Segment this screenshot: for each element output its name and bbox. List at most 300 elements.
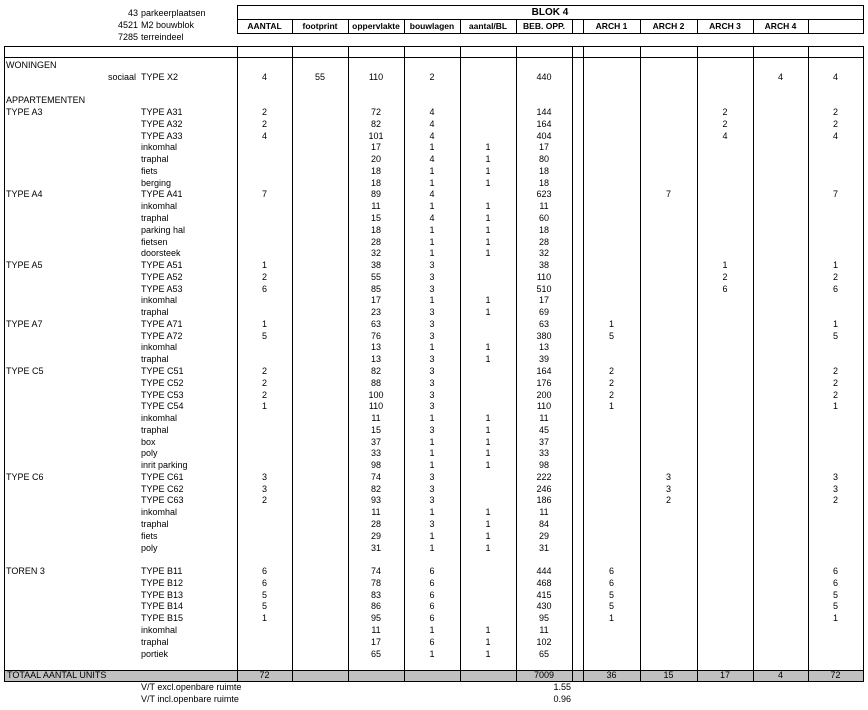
footer-value: 0.96 (553, 694, 571, 704)
table-cell: 2 (261, 118, 267, 129)
table-col-divider (640, 46, 641, 681)
table-cell: 5 (832, 601, 838, 612)
header-col-divider (808, 19, 809, 33)
row-type-label: TYPE B15 (141, 613, 184, 624)
table-cell: 2 (832, 118, 838, 129)
table-cell: 18 (538, 177, 549, 188)
table-cell: 6 (429, 566, 435, 577)
table-cell: 31 (538, 542, 549, 553)
table-cell: 1 (429, 295, 435, 306)
table-cell: 200 (536, 389, 552, 400)
row-type-label: TYPE A32 (141, 118, 183, 129)
row-group-label: TYPE C6 (6, 471, 44, 482)
table-cell: 2 (608, 377, 614, 388)
table-cell: 1 (429, 448, 435, 459)
table-cell: 7 (261, 189, 267, 200)
column-header: ARCH 4 (764, 21, 797, 31)
footer-label: V/T incl.openbare ruimte (141, 694, 239, 704)
table-cell: 11 (539, 201, 549, 212)
table-cell: 2 (608, 366, 614, 377)
table-cell: 4 (429, 130, 435, 141)
total-label: TOTAAL AANTAL UNITS (7, 670, 107, 680)
table-cell: 1 (832, 401, 838, 412)
row-type-label: box (141, 436, 156, 447)
row-type-label: inrit parking (141, 460, 188, 471)
table-col-divider (572, 46, 573, 681)
table-cell: 1 (429, 142, 435, 153)
table-cell: 82 (370, 366, 381, 377)
row-type-label: TYPE C52 (141, 377, 184, 388)
table-cell: 11 (371, 413, 381, 424)
table-cell: 3 (429, 377, 435, 388)
info-value: 7285 (117, 32, 138, 42)
table-cell: 1 (261, 318, 267, 329)
header-top-line (237, 5, 864, 6)
table-cell: 6 (429, 636, 435, 647)
table-cell: 1 (429, 201, 435, 212)
table-cell: 2 (832, 389, 838, 400)
table-cell: 2 (429, 71, 435, 82)
table-cell: 18 (538, 165, 549, 176)
table-cell: 3 (429, 389, 435, 400)
column-header: ARCH 2 (652, 21, 685, 31)
table-cell: 1 (429, 177, 435, 188)
total-cell: 7009 (533, 670, 555, 680)
table-cell: 2 (832, 271, 838, 282)
table-cell: 5 (261, 589, 267, 600)
column-header: footprint (302, 21, 338, 31)
table-cell: 2 (722, 107, 728, 118)
row-group-label: TYPE A3 (6, 107, 43, 118)
table-cell: 176 (536, 377, 552, 388)
row-type-label: TYPE X2 (141, 71, 179, 82)
total-cell: 15 (663, 670, 674, 680)
table-cell: 17 (370, 295, 381, 306)
table-cell: 4 (429, 213, 435, 223)
table-cell: 13 (370, 354, 381, 365)
table-cell: 6 (261, 566, 267, 577)
table-cell: 2 (261, 495, 267, 506)
table-cell: 1 (429, 248, 435, 259)
table-cell: 1 (429, 224, 435, 235)
table-cell: 3 (429, 354, 435, 365)
table-cell: 5 (261, 330, 267, 341)
table-cell: 110 (536, 401, 552, 412)
table-cell: 11 (371, 201, 381, 212)
row-type-label: inkomhal (141, 624, 178, 635)
table-cell: 2 (832, 377, 838, 388)
table-cell: 11 (371, 624, 381, 635)
table-cell: 6 (429, 613, 435, 624)
table-cell: 7 (665, 189, 671, 200)
table-cell: 6 (261, 577, 267, 588)
table-cell: 510 (536, 283, 552, 294)
info-value: 43 (127, 8, 138, 18)
table-cell: 110 (536, 271, 552, 282)
table-cell: 4 (777, 71, 783, 82)
table-cell: 1 (485, 177, 491, 188)
table-cell: 93 (370, 495, 381, 506)
table-cell: 3 (429, 483, 435, 494)
table-cell: 23 (370, 307, 381, 318)
column-header: bouwlagen (409, 21, 455, 31)
table-cell: 2 (261, 107, 267, 118)
table-cell: 18 (370, 177, 381, 188)
table-cell: 1 (429, 507, 435, 518)
table-cell: 17 (538, 142, 549, 153)
info-label: parkeerplaatsen (141, 8, 206, 18)
row-type-label: TYPE A72 (141, 330, 183, 341)
row-type-label: inkomhal (141, 201, 178, 212)
table-cell: 55 (370, 271, 381, 282)
table-cell: 1 (261, 260, 267, 271)
table-cell: 69 (538, 307, 549, 318)
table-cell: 110 (368, 71, 384, 82)
table-cell: 3 (665, 483, 671, 494)
table-cell: 1 (485, 354, 491, 365)
table-cell: 2 (722, 271, 728, 282)
table-cell: 1 (429, 624, 435, 635)
table-cell: 1 (485, 295, 491, 306)
row-type-label: TYPE C62 (141, 483, 184, 494)
table-cell: 3 (429, 366, 435, 377)
table-cell: 110 (368, 401, 384, 412)
row-type-label: inkomhal (141, 413, 178, 424)
table-cell: 72 (370, 107, 381, 118)
info-value: 4521 (117, 20, 138, 30)
table-cell: 83 (370, 589, 381, 600)
table-cell: 6 (261, 283, 267, 294)
row-type-label: TYPE B14 (141, 601, 184, 612)
table-cell: 1 (429, 460, 435, 471)
row-type-label: doorsteek (141, 248, 181, 259)
table-cell: 2 (832, 107, 838, 118)
table-cell: 1 (485, 165, 491, 176)
row-type-label: traphal (141, 154, 169, 165)
table-cell: 1 (485, 636, 491, 647)
header-col-divider (572, 19, 573, 33)
row-type-label: TYPE C61 (141, 471, 184, 482)
table-cell: 80 (538, 154, 549, 165)
table-cell: 82 (370, 118, 381, 129)
table-cell: 37 (370, 436, 381, 447)
table-cell: 3 (261, 471, 267, 482)
table-cell: 1 (485, 424, 491, 435)
table-cell: 6 (722, 283, 728, 294)
table-cell: 82 (370, 483, 381, 494)
total-cell: 72 (830, 670, 841, 680)
table-cell: 95 (370, 613, 381, 624)
table-cell: 404 (536, 130, 552, 141)
table-cell: 623 (536, 189, 552, 200)
table-cell: 380 (536, 330, 552, 341)
table-cell: 3 (429, 318, 435, 329)
table-cell: 74 (370, 471, 381, 482)
row-type-label: TYPE A41 (141, 189, 183, 200)
table-cell: 2 (261, 271, 267, 282)
table-cell: 4 (429, 189, 435, 200)
header-right-edge (863, 5, 864, 34)
row-type-label: traphal (141, 307, 169, 318)
row-group-label: TYPE A4 (6, 189, 43, 200)
total-col-divider (404, 670, 405, 681)
table-cell: 45 (538, 424, 549, 435)
row-type-label: inkomhal (141, 142, 178, 153)
column-header: AANTAL (247, 21, 282, 31)
table-cell: 6 (832, 566, 838, 577)
table-cell: 440 (536, 71, 552, 82)
total-col-divider (460, 670, 461, 681)
table-cell: 3 (429, 471, 435, 482)
table-cell: 63 (538, 318, 549, 329)
table-cell: 3 (429, 330, 435, 341)
table-cell: 2 (608, 389, 614, 400)
table-cell: 98 (538, 460, 549, 471)
table-cell: 7 (832, 189, 838, 200)
table-cell: 18 (538, 224, 549, 235)
total-col-divider (348, 670, 349, 681)
table-cell: 3 (665, 471, 671, 482)
table-cell: 1 (485, 519, 491, 530)
table-cell: 17 (370, 142, 381, 153)
total-cell: 4 (777, 670, 783, 680)
table-cell: 4 (429, 154, 435, 165)
table-cell: 74 (370, 566, 381, 577)
table-col-divider (292, 46, 293, 681)
row-type-label: TYPE A71 (141, 318, 183, 329)
table-cell: 3 (429, 424, 435, 435)
table-cell: 1 (608, 401, 614, 412)
table-cell: 6 (608, 577, 614, 588)
row-type-label: portiek (141, 648, 169, 659)
total-col-divider (572, 670, 573, 681)
table-cell: 88 (370, 377, 381, 388)
table-cell: 1 (485, 436, 491, 447)
total-col-divider (292, 670, 293, 681)
table-cell: 1 (485, 413, 491, 424)
table-cell: 17 (538, 295, 549, 306)
table-cell: 3 (429, 283, 435, 294)
table-cell: 1 (485, 460, 491, 471)
row-type-label: TYPE A33 (141, 130, 183, 141)
table-cell: 1 (832, 318, 838, 329)
table-cell: 3 (832, 483, 838, 494)
table-cell: 4 (832, 130, 838, 141)
table-cell: 15 (370, 213, 381, 223)
header-bottom-line (237, 33, 864, 34)
table-cell: 2 (261, 377, 267, 388)
table-cell: 60 (538, 213, 549, 223)
table-cell: 13 (538, 342, 549, 353)
table-cell: 18 (370, 224, 381, 235)
total-bottom-line (4, 681, 864, 682)
table-cell: 3 (429, 260, 435, 271)
info-label: M2 bouwblok (141, 20, 195, 30)
table-cell: 4 (429, 107, 435, 118)
table-cell: 5 (832, 589, 838, 600)
row-group-label: TYPE C5 (6, 366, 44, 377)
footer-value: 1.55 (553, 682, 571, 692)
table-cell: 78 (370, 577, 381, 588)
table-cell: 4 (429, 118, 435, 129)
table-cell: 18 (370, 165, 381, 176)
column-header: BEB. OPP. (523, 21, 565, 31)
table-cell: 28 (538, 236, 549, 247)
table-cell: 1 (485, 342, 491, 353)
table-cell: 89 (370, 189, 381, 200)
table-cell: 2 (261, 389, 267, 400)
table-cell: 31 (370, 542, 381, 553)
table-cell: 32 (538, 248, 549, 259)
table-cell: 6 (429, 589, 435, 600)
table-cell: 1 (485, 224, 491, 235)
table-cell: 1 (485, 236, 491, 247)
row-group-label: WONINGEN (6, 60, 57, 70)
table-cell: 5 (608, 601, 614, 612)
table-cell: 6 (608, 566, 614, 577)
table-cell: 1 (429, 530, 435, 541)
table-cell: 1 (608, 318, 614, 329)
table-cell: 4 (722, 130, 728, 141)
table-cell: 6 (429, 577, 435, 588)
table-cell: 29 (538, 530, 549, 541)
table-cell: 3 (429, 495, 435, 506)
table-col-divider (753, 46, 754, 681)
table-cell: 1 (261, 613, 267, 624)
table-cell: 3 (832, 471, 838, 482)
table-cell: 102 (536, 636, 552, 647)
table-cell: 1 (429, 436, 435, 447)
row-type-label: TYPE C54 (141, 401, 184, 412)
table-cell: 415 (536, 589, 552, 600)
row-type-label: inkomhal (141, 342, 178, 353)
info-label: terreindeel (141, 32, 184, 42)
table-cell: 65 (370, 648, 381, 659)
row-type-label: traphal (141, 354, 169, 365)
table-cell: 2 (722, 118, 728, 129)
table-cell: 55 (314, 71, 325, 82)
table-cell: 1 (485, 507, 491, 518)
table-cell: 1 (485, 448, 491, 459)
row-type-label: TYPE A31 (141, 107, 183, 118)
table-cell: 13 (370, 342, 381, 353)
row-group-label: TYPE A7 (6, 318, 43, 329)
row-type-label: fietsen (141, 236, 168, 247)
table-cell: 4 (832, 71, 838, 82)
table-cell: 5 (608, 330, 614, 341)
row-type-label: TYPE C51 (141, 366, 184, 377)
table-cell: 84 (538, 519, 549, 530)
table-cell: 1 (429, 342, 435, 353)
row-group-label: TOREN 3 (6, 566, 45, 577)
row-group-label: TYPE A5 (6, 260, 43, 271)
table-left-edge (4, 46, 5, 681)
table-cell: 5 (832, 330, 838, 341)
table-cell: 6 (429, 601, 435, 612)
table-cell: 65 (538, 648, 549, 659)
table-cell: 1 (485, 648, 491, 659)
row-type-label: TYPE A51 (141, 260, 183, 271)
table-cell: 1 (722, 260, 728, 271)
table-cell: 86 (370, 601, 381, 612)
row-type-label: traphal (141, 213, 169, 223)
table-cell: 63 (370, 318, 381, 329)
table-cell: 6 (832, 577, 838, 588)
table-cell: 11 (539, 624, 549, 635)
row-type-label: berging (141, 177, 172, 188)
row-type-label: TYPE B12 (141, 577, 184, 588)
table-cell: 37 (538, 436, 549, 447)
table-cell: 15 (370, 424, 381, 435)
table-cell: 29 (370, 530, 381, 541)
table-cell: 1 (485, 530, 491, 541)
row-type-label: TYPE C53 (141, 389, 184, 400)
table-cell: 444 (536, 566, 552, 577)
row-type-label: TYPE B11 (141, 566, 183, 577)
table-cell: 1 (429, 413, 435, 424)
table-cell: 3 (429, 271, 435, 282)
table-cell: 2 (261, 366, 267, 377)
table-cell: 1 (485, 142, 491, 153)
row-type-label: poly (141, 542, 158, 553)
row-type-label: fiets (141, 165, 158, 176)
total-cell: 72 (259, 670, 270, 680)
table-cell: 38 (370, 260, 381, 271)
table-cell: 33 (370, 448, 381, 459)
row-type-label: parking hal (141, 224, 186, 235)
table-cell: 76 (370, 330, 381, 341)
row-type-label: traphal (141, 519, 169, 530)
table-cell: 1 (608, 613, 614, 624)
table-cell: 3 (261, 483, 267, 494)
table-cell: 20 (370, 154, 381, 165)
table-cell: 2 (832, 495, 838, 506)
table-cell: 2 (832, 366, 838, 377)
table-cell: 28 (370, 236, 381, 247)
table-cell: 186 (536, 495, 552, 506)
table-cell: 1 (485, 213, 491, 223)
row-type-label: inkomhal (141, 507, 178, 518)
row-type-label: inkomhal (141, 295, 178, 306)
table-cell: 430 (536, 601, 552, 612)
table-cell: 1 (485, 542, 491, 553)
footer-label: V/T excl.openbare ruimte (141, 682, 242, 692)
table-cell: 1 (485, 154, 491, 165)
table-cell: 3 (429, 307, 435, 318)
table-cell: 1 (261, 401, 267, 412)
row-type-label: traphal (141, 424, 169, 435)
table-cell: 101 (368, 130, 384, 141)
table-cell: 1 (429, 165, 435, 176)
table-cell: 11 (371, 507, 381, 518)
table-cell: 100 (368, 389, 384, 400)
table-cell: 6 (832, 283, 838, 294)
header-mid-line (237, 19, 864, 20)
row-type-label: TYPE B13 (141, 589, 184, 600)
row-type-label: TYPE C63 (141, 495, 184, 506)
row-type-label: traphal (141, 636, 169, 647)
table-top-line (4, 46, 864, 47)
table-cell: 3 (429, 401, 435, 412)
table-cell: 11 (539, 507, 549, 518)
table-cell: 11 (539, 413, 549, 424)
table-cell: 246 (536, 483, 552, 494)
total-col-divider (4, 670, 5, 681)
table-cell: 1 (485, 624, 491, 635)
table-cell: 33 (538, 448, 549, 459)
table-cell: 1 (485, 201, 491, 212)
column-header: ARCH 1 (595, 21, 628, 31)
